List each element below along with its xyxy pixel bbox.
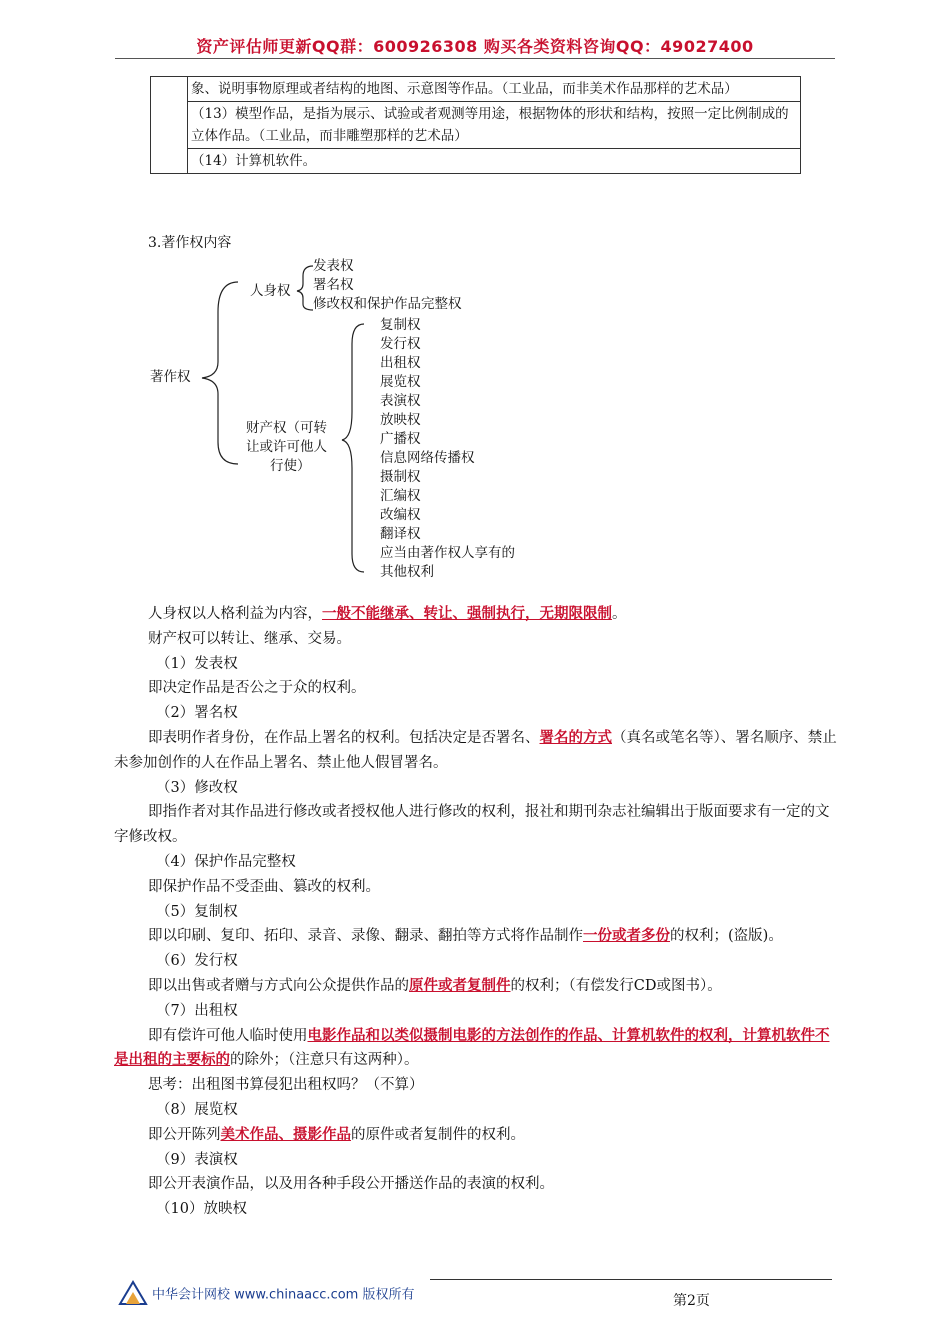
subheading: （5）复制权 [156,903,238,920]
diagram-property-label: 让或许可他人 [246,439,327,455]
diagram-property-item: 其他权利 [380,564,434,580]
subheading: （4）保护作品完整权 [156,853,296,870]
subheading: （6）发行权 [156,953,238,970]
subheading: （2）署名权 [156,705,238,722]
diagram-personal-item: 署名权 [313,277,354,293]
diagram-personal-item: 修改权和保护作品完整权 [313,296,462,312]
subheading: （8）展览权 [156,1101,238,1118]
footer-logo-text: 中华会计网校 www.chinaacc.com 版权所有 [152,1287,415,1303]
paragraph [114,1024,840,1074]
paragraph [114,726,840,776]
paragraph [114,1123,840,1148]
table-row [151,77,801,102]
text-span: 即以出售或者赠与方式向公众提供作品的 [148,977,409,994]
table-cell: 象、说明事物原理或者结构的地图、示意图等作品。（工业品，而非美术作品那样的艺术品） [188,77,801,102]
text-span: 的权利；(盗版)。 [670,928,783,945]
text-span: 人身权以人格利益为内容， [148,606,322,622]
highlight-text: 一份或者多份 [583,927,670,945]
highlight-text: 署名的方式 [539,728,612,746]
copyright-content-diagram [130,252,570,592]
table-row [151,102,801,149]
subheading: （7）出租权 [156,1002,238,1019]
paragraph: 财产权可以转让、继承、交易。 [148,630,351,647]
footer-divider [430,1279,832,1280]
page-header: 资产评估师更新QQ群：600926308 购买各类资料咨询QQ：49027400 [196,37,754,56]
highlight-text: 美术作品、摄影作品 [220,1125,351,1143]
diagram-root: 著作权 [150,369,191,385]
table-row [151,149,801,174]
paragraph: 即决定作品是否公之于众的权利。 [148,680,366,697]
paragraph: 即保护作品不受歪曲、篡改的权利。 [148,878,380,895]
diagram-property-item: 发行权 [380,336,421,352]
diagram-property-item: 应当由著作权人享有的 [380,545,515,561]
diagram-property-item: 表演权 [380,393,421,409]
diagram-property-item: 广播权 [380,431,421,447]
text-span: 的原件或者复制件的权利。 [351,1126,525,1143]
paragraph: 即公开表演作品，以及用各种手段公开播送作品的表演的权利。 [148,1176,554,1193]
header-divider [115,58,835,59]
diagram-property-item: 改编权 [380,507,421,523]
diagram-personal-item: 发表权 [313,258,354,274]
table-left-cell [151,77,188,174]
text-span: 的除外；（注意只有这两种）。 [230,1052,419,1069]
diagram-property-label: 财产权（可转 [246,420,327,436]
paragraph [114,800,840,850]
text-span: 的权利；（有偿发行CD或图书）。 [510,977,722,994]
highlight-text: 电影作品和以类似摄制电影的方法创作的作品、计算机软件的权利，计算机软件不是出租的主要标的 [114,1026,830,1069]
table-cell: （14）计算机软件。 [188,149,801,174]
highlight-text: 原件或者复制件 [409,976,511,994]
paragraph [114,602,840,627]
text-span: 即有偿许可他人临时使用 [148,1027,308,1044]
classification-table [150,76,801,174]
body-text [114,602,840,1222]
diagram-property-item: 信息网络传播权 [380,450,475,466]
text-span: 即公开陈列 [148,1126,221,1143]
diagram-property-label: 行使） [270,458,311,474]
paragraph [114,924,840,949]
diagram-property-item: 汇编权 [380,488,421,504]
subheading: （10）放映权 [156,1201,247,1218]
paragraph: 思考：出租图书算侵犯出租权吗？（不算） [148,1077,424,1094]
text-span: 即以印刷、复印、拓印、录音、录像、翻录、翻拍等方式将作品制作 [148,928,583,945]
table-cell: （13）模型作品，是指为展示、试验或者观测等用途，根据物体的形状和结构，按照一定比例制成的立体作品。（工业品，而非雕塑那样的艺术品） [188,102,801,149]
diagram-property-item: 放映权 [380,412,421,428]
page-number: 第2页 [673,1293,710,1309]
logo-icon [118,1280,148,1310]
text-span: 即表明作者身份，在作品上署名的权利。包括决定是否署名、 [148,729,540,746]
diagram-property-item: 复制权 [380,317,421,333]
text-span: 。 [612,606,627,622]
highlight-text: 一般不能继承、转让、强制执行，无期限限制 [322,605,612,622]
footer-logo [118,1280,414,1310]
diagram-property-item: 出租权 [380,355,421,371]
text-span: 即指作者对其作品进行修改或者授权他人进行修改的权利，报社和期刊杂志社编辑出于版面要求有一定的文字修改权。 [114,804,830,846]
subheading: （1）发表权 [156,655,238,672]
diagram-property-item: 展览权 [380,374,421,390]
subheading: （9）表演权 [156,1151,238,1168]
paragraph [114,974,840,999]
subheading: （3）修改权 [156,779,238,796]
diagram-property-item: 摄制权 [380,469,421,485]
diagram-property-item: 翻译权 [380,526,421,542]
section-title: 3.著作权内容 [148,235,232,251]
diagram-personal-label: 人身权 [250,283,291,299]
text-span: （真名或笔名等）、署名顺序、禁止未参加创作的人在作品上署名、禁止他人假冒署名。 [114,729,837,771]
